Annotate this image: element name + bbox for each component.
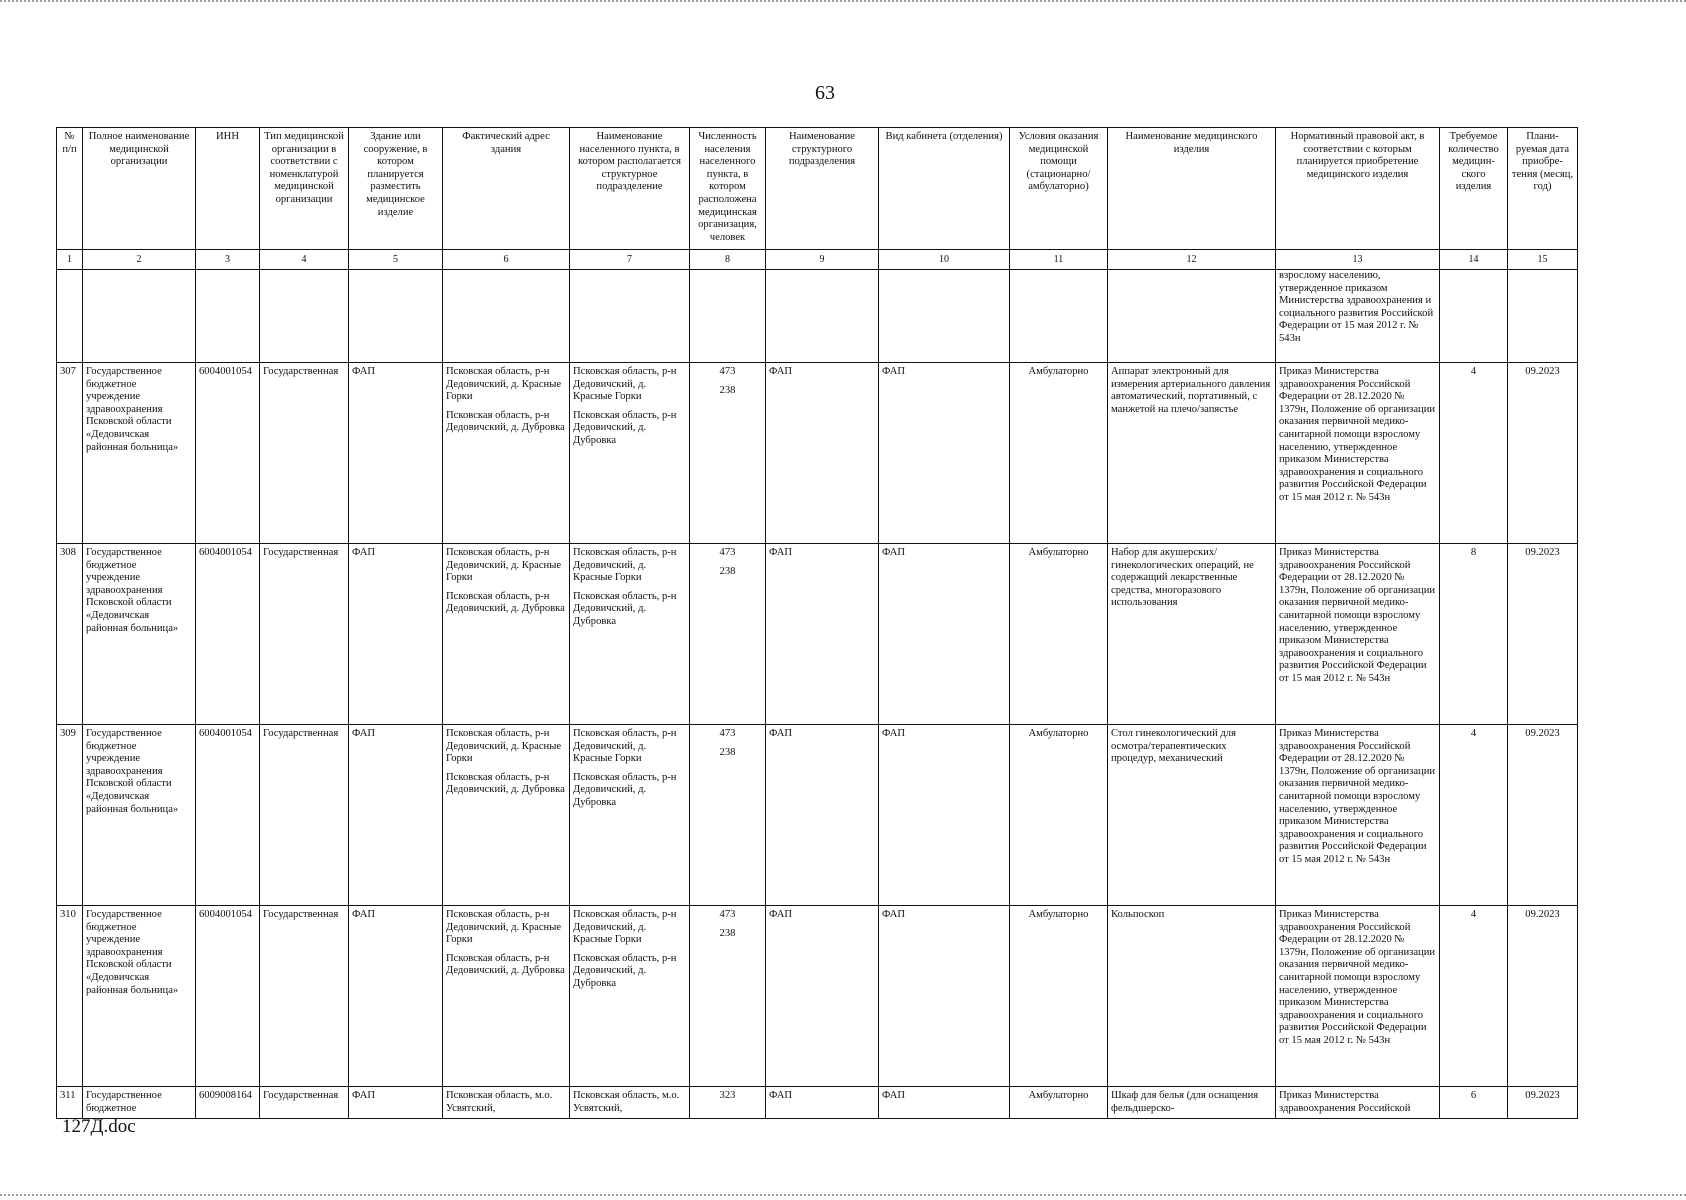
continuation-text: взрослому населению, утвержденное приказом Министерства здравоохранения и социального развития Российской Федерации от 15 мая 2012 г. № 543н [1276,270,1440,363]
locality-line: Псковская область, р-н Дедовичский, д. Дубровка [573,409,677,446]
cell-unit: ФАП [766,1087,879,1119]
address-line: Псковская область, р-н Дедовичский, д. Дубровка [446,952,565,977]
col-header-locality: Наименование населенного пункта, в котором располагается структурное подразделение [570,128,690,250]
col-header-address: Фактический адрес здания [443,128,570,250]
column-number-row [57,250,1578,270]
col-number: 3 [196,250,260,270]
cell-inn: 6004001054 [196,725,260,906]
cell-quantity: 4 [1440,363,1508,544]
col-header-population: Численность населения населенного пункта, в котором расположена медицинская организация, человек [690,128,766,250]
col-number: 6 [443,250,570,270]
cell-locality [570,363,690,544]
locality-line: Псковская область, р-н Дедовичский, д. Дубровка [573,590,677,627]
col-number: 4 [260,250,349,270]
cell-cabinet: ФАП [879,906,1010,1087]
cell-building: ФАП [349,906,443,1087]
locality-line: Псковская область, р-н Дедовичский, д. Красные Горки [573,547,677,584]
table-row [57,906,1578,1087]
cell-type: Государственная [260,544,349,725]
locality-line: Псковская область, р-н Дедовичский, д. Дубровка [573,771,677,808]
cell-quantity: 6 [1440,1087,1508,1119]
cell-conditions: Амбулаторно [1010,363,1108,544]
cell-unit: ФАП [766,906,879,1087]
col-header-conditions: Условия оказания медицинской помощи (стационарно/ амбулаторно) [1010,128,1108,250]
cell-quantity: 4 [1440,725,1508,906]
page-number: 63 [815,82,835,104]
cell-n: 307 [57,363,83,544]
address-line: Псковская область, р-н Дедовичский, д. Дубровка [446,590,565,615]
address-line: Псковская область, р-н Дедовичский, д. Красные Горки [446,547,562,584]
cell-act: Приказ Министерства здравоохранения Российской Федерации от 28.12.2020 № 1379н, Положение об организации оказания первичной медико-санитарной помощи взрослому населению, утвержденное приказом Министерства здравоохранения и социального развития Российской Федерации от 15 мая 2012 г. № 543н [1276,363,1440,544]
cell-building: ФАП [349,544,443,725]
col-number: 2 [83,250,196,270]
cell-org: Государственное бюджетное учреждение здравоохранения Псковской области «Дедовичская районная больница» [83,544,196,725]
cell-date: 09.2023 [1508,363,1578,544]
address-line: Псковская область, р-н Дедовичский, д. Красные Горки [446,728,562,765]
cell-org: Государственное бюджетное учреждение здравоохранения Псковской области «Дедовичская районная больница» [83,906,196,1087]
cell-type: Государственная [260,363,349,544]
footer-filename: 127Д.doc [62,1116,136,1137]
cell-device: Кольпоскоп [1108,906,1276,1087]
continuation-row [57,270,1578,363]
cell-inn: 6004001054 [196,906,260,1087]
col-number: 7 [570,250,690,270]
cell-address: Псковская область, м.о. Усвятский, [443,1087,570,1119]
cell-quantity: 8 [1440,544,1508,725]
population-value: 473 [719,547,736,558]
cell-population [690,906,766,1087]
cell-type: Государственная [260,906,349,1087]
col-number: 14 [1440,250,1508,270]
cell-org: Государственное бюджетное учреждение здравоохранения Псковской области «Дедовичская районная больница» [83,725,196,906]
col-header-date: Плани-руемая дата приобре-тения (месяц, год) [1508,128,1578,250]
cell-building: ФАП [349,1087,443,1119]
cell-address [443,363,570,544]
cell-device: Аппарат электронный для измерения артериального давления автоматический, портативный, с манжетой на плечо/запястье [1108,363,1276,544]
cell-population [690,725,766,906]
cell-conditions: Амбулаторно [1010,544,1108,725]
cell-building: ФАП [349,363,443,544]
table-row [57,544,1578,725]
col-header-quantity: Требуемое количество медицин-ского изделия [1440,128,1508,250]
cell-cabinet: ФАП [879,1087,1010,1119]
equipment-table [56,127,1578,1119]
cell-cabinet: ФАП [879,363,1010,544]
cell-device: Шкаф для белья (для оснащения фельдшерско- [1108,1087,1276,1119]
cell-act: Приказ Министерства здравоохранения Российской Федерации от 28.12.2020 № 1379н, Положение об организации оказания первичной медико-санитарной помощи взрослому населению, утвержденное приказом Министерства здравоохранения и социального развития Российской Федерации от 15 мая 2012 г. № 543н [1276,725,1440,906]
col-number: 11 [1010,250,1108,270]
cell-date: 09.2023 [1508,906,1578,1087]
scan-edge-bottom [0,1194,1686,1199]
population-value: 238 [719,927,736,939]
col-number: 8 [690,250,766,270]
cell-type: Государственная [260,1087,349,1119]
cell-unit: ФАП [766,544,879,725]
population-value: 238 [719,746,736,758]
col-header-cabinet: Вид кабинета (отделения) [879,128,1010,250]
cell-org: Государственное бюджетное [83,1087,196,1119]
cell-locality: Псковская область, м.о. Усвятский, [570,1087,690,1119]
cell-type: Государственная [260,725,349,906]
cell-n: 310 [57,906,83,1087]
cell-conditions: Амбулаторно [1010,1087,1108,1119]
table-row [57,1087,1578,1119]
col-header-unit: Наименование структурного подразделения [766,128,879,250]
cell-act: Приказ Министерства здравоохранения Российской Федерации от 28.12.2020 № 1379н, Положение об организации оказания первичной медико-санитарной помощи взрослому населению, утвержденное приказом Министерства здравоохранения и социального развития Российской Федерации от 15 мая 2012 г. № 543н [1276,544,1440,725]
scan-edge-top [0,0,1686,5]
col-header-device: Наименование медицинского изделия [1108,128,1276,250]
col-number: 5 [349,250,443,270]
cell-population [690,544,766,725]
col-header-n: № п/п [57,128,83,250]
cell-quantity: 4 [1440,906,1508,1087]
cell-device: Набор для акушерских/гинекологических операций, не содержащий лекарственные средства, многоразового использования [1108,544,1276,725]
cell-conditions: Амбулаторно [1010,906,1108,1087]
cell-address [443,906,570,1087]
cell-conditions: Амбулаторно [1010,725,1108,906]
cell-date: 09.2023 [1508,544,1578,725]
col-number: 13 [1276,250,1440,270]
cell-unit: ФАП [766,725,879,906]
col-number: 12 [1108,250,1276,270]
cell-date: 09.2023 [1508,1087,1578,1119]
cell-org: Государственное бюджетное учреждение здравоохранения Псковской области «Дедовичская районная больница» [83,363,196,544]
col-header-inn: ИНН [196,128,260,250]
locality-line: Псковская область, р-н Дедовичский, д. Красные Горки [573,909,677,946]
header-row [57,128,1578,250]
cell-address [443,725,570,906]
address-line: Псковская область, р-н Дедовичский, д. Красные Горки [446,909,562,946]
col-header-building: Здание или сооружение, в котором планируется разместить медицинское изделие [349,128,443,250]
population-value: 238 [719,565,736,577]
col-header-org: Полное наименование медицинской организации [83,128,196,250]
address-line: Псковская область, р-н Дедовичский, д. Красные Горки [446,366,562,403]
population-value: 473 [719,366,736,377]
cell-locality [570,906,690,1087]
cell-inn: 6004001054 [196,363,260,544]
col-number: 15 [1508,250,1578,270]
cell-n: 308 [57,544,83,725]
col-number: 10 [879,250,1010,270]
address-line: Псковская область, р-н Дедовичский, д. Дубровка [446,409,565,434]
cell-date: 09.2023 [1508,725,1578,906]
cell-locality [570,544,690,725]
population-value: 473 [719,728,736,739]
cell-locality [570,725,690,906]
col-number: 9 [766,250,879,270]
table-row [57,725,1578,906]
cell-device: Стол гинекологический для осмотра/терапевтических процедур, механический [1108,725,1276,906]
locality-line: Псковская область, р-н Дедовичский, д. Красные Горки [573,728,677,765]
locality-line: Псковская область, р-н Дедовичский, д. Красные Горки [573,366,677,403]
cell-n: 309 [57,725,83,906]
cell-unit: ФАП [766,363,879,544]
cell-population [690,363,766,544]
cell-population: 323 [690,1087,766,1119]
table-row [57,363,1578,544]
cell-act: Приказ Министерства здравоохранения Российской Федерации от 28.12.2020 № 1379н, Положение об организации оказания первичной медико-санитарной помощи взрослому населению, утвержденное приказом Министерства здравоохранения и социального развития Российской Федерации от 15 мая 2012 г. № 543н [1276,906,1440,1087]
cell-inn: 6009008164 [196,1087,260,1119]
locality-line: Псковская область, р-н Дедовичский, д. Дубровка [573,952,677,989]
cell-n: 311 [57,1087,83,1119]
cell-act: Приказ Министерства здравоохранения Российской [1276,1087,1440,1119]
cell-address [443,544,570,725]
population-value: 473 [719,909,736,920]
population-value: 238 [719,384,736,396]
col-number: 1 [57,250,83,270]
cell-cabinet: ФАП [879,544,1010,725]
address-line: Псковская область, р-н Дедовичский, д. Дубровка [446,771,565,796]
col-header-act: Нормативный правовой акт, в соответствии с которым планируется приобретение медицинского изделия [1276,128,1440,250]
col-header-type: Тип медицинской организации в соответствии с номенклатурой медицинской организации [260,128,349,250]
cell-cabinet: ФАП [879,725,1010,906]
cell-building: ФАП [349,725,443,906]
cell-inn: 6004001054 [196,544,260,725]
